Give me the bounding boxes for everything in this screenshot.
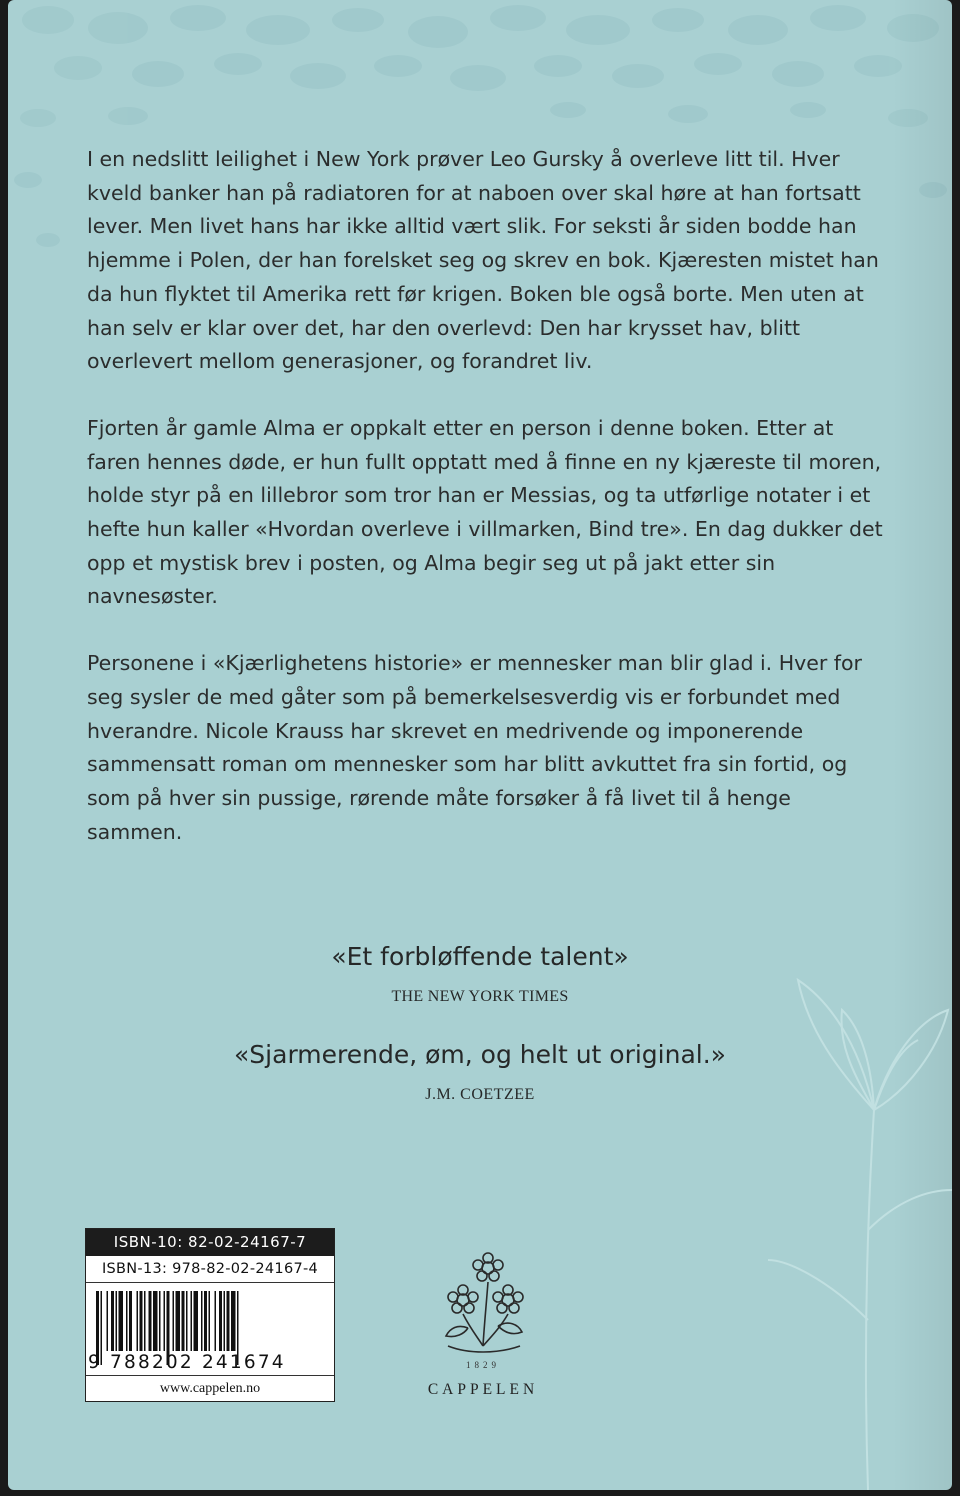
review-quote-2: «Sjarmerende, øm, og helt ut original.» xyxy=(234,1040,726,1069)
book-back-cover xyxy=(8,0,952,1490)
blurb-paragraph-1: I en nedslitt leilighet i New York prøver Leo Gursky å overleve litt til. Hver kveld banker han på radiatoren for at naboen over skal høre at han fortsatt lever. Men livet hans har ikke alltid vært slik. For seksti år siden bodde han hjemme i Polen, der han forelsket seg og skrev en bok. Kjæresten mistet han da hun flyktet til Amerika rett før krigen. Boken ble også borte. Men uten at han selv er klar over det, har den overlevd: Den har krysset hav, blitt overlevert mellom generasjoner, og forandret liv. xyxy=(87,147,879,374)
blurb-paragraph-3: Personene i «Kjærlighetens historie» er mennesker man blir glad i. Hver for seg sysler de med gåter som på bemerkelsesverdig vis er forbundet med hverandre. Nicole Krauss har skrevet en medrivende og imponerende sammensatt roman om mennesker som har blitt avkuttet fra sin fortid, og som på hver sin pussige, rørende måte forsøker å få livet til å henge sammen. xyxy=(87,651,862,844)
isbn-box xyxy=(85,1228,335,1402)
publisher-website: www.cappelen.no xyxy=(86,1375,334,1402)
review-source-1: THE NEW YORK TIMES xyxy=(391,988,569,1005)
publisher-year: 1829 xyxy=(466,1360,500,1370)
publisher-name: CAPPELEN xyxy=(427,1381,539,1398)
isbn-10: ISBN-10: 82-02-24167-7 xyxy=(86,1229,334,1256)
barcode-digits: 9 788202 241674 xyxy=(88,1352,286,1373)
blurb-paragraph-2: Fjorten år gamle Alma er oppkalt etter en person i denne boken. Etter at faren hennes døde, er hun fullt opptatt med å finne en ny kjæreste til moren, holde styr på en lillebror som tror han er Messias, og ta utførlige notater i et hefte hun kaller «Hvordan overleve i villmarken, Bind tre». En dag dukker det opp et mystisk brev i posten, og Alma begir seg ut på jakt etter sin navnesøster. xyxy=(87,415,883,609)
review-quote-1: «Et forbløffende talent» xyxy=(331,942,629,971)
flower-pot-logo-icon xyxy=(428,1248,538,1360)
review-source-2: J.M. COETZEE xyxy=(425,1086,535,1103)
isbn-13: ISBN-13: 978-82-02-24167-4 xyxy=(86,1256,334,1283)
blurb-text xyxy=(87,143,887,882)
